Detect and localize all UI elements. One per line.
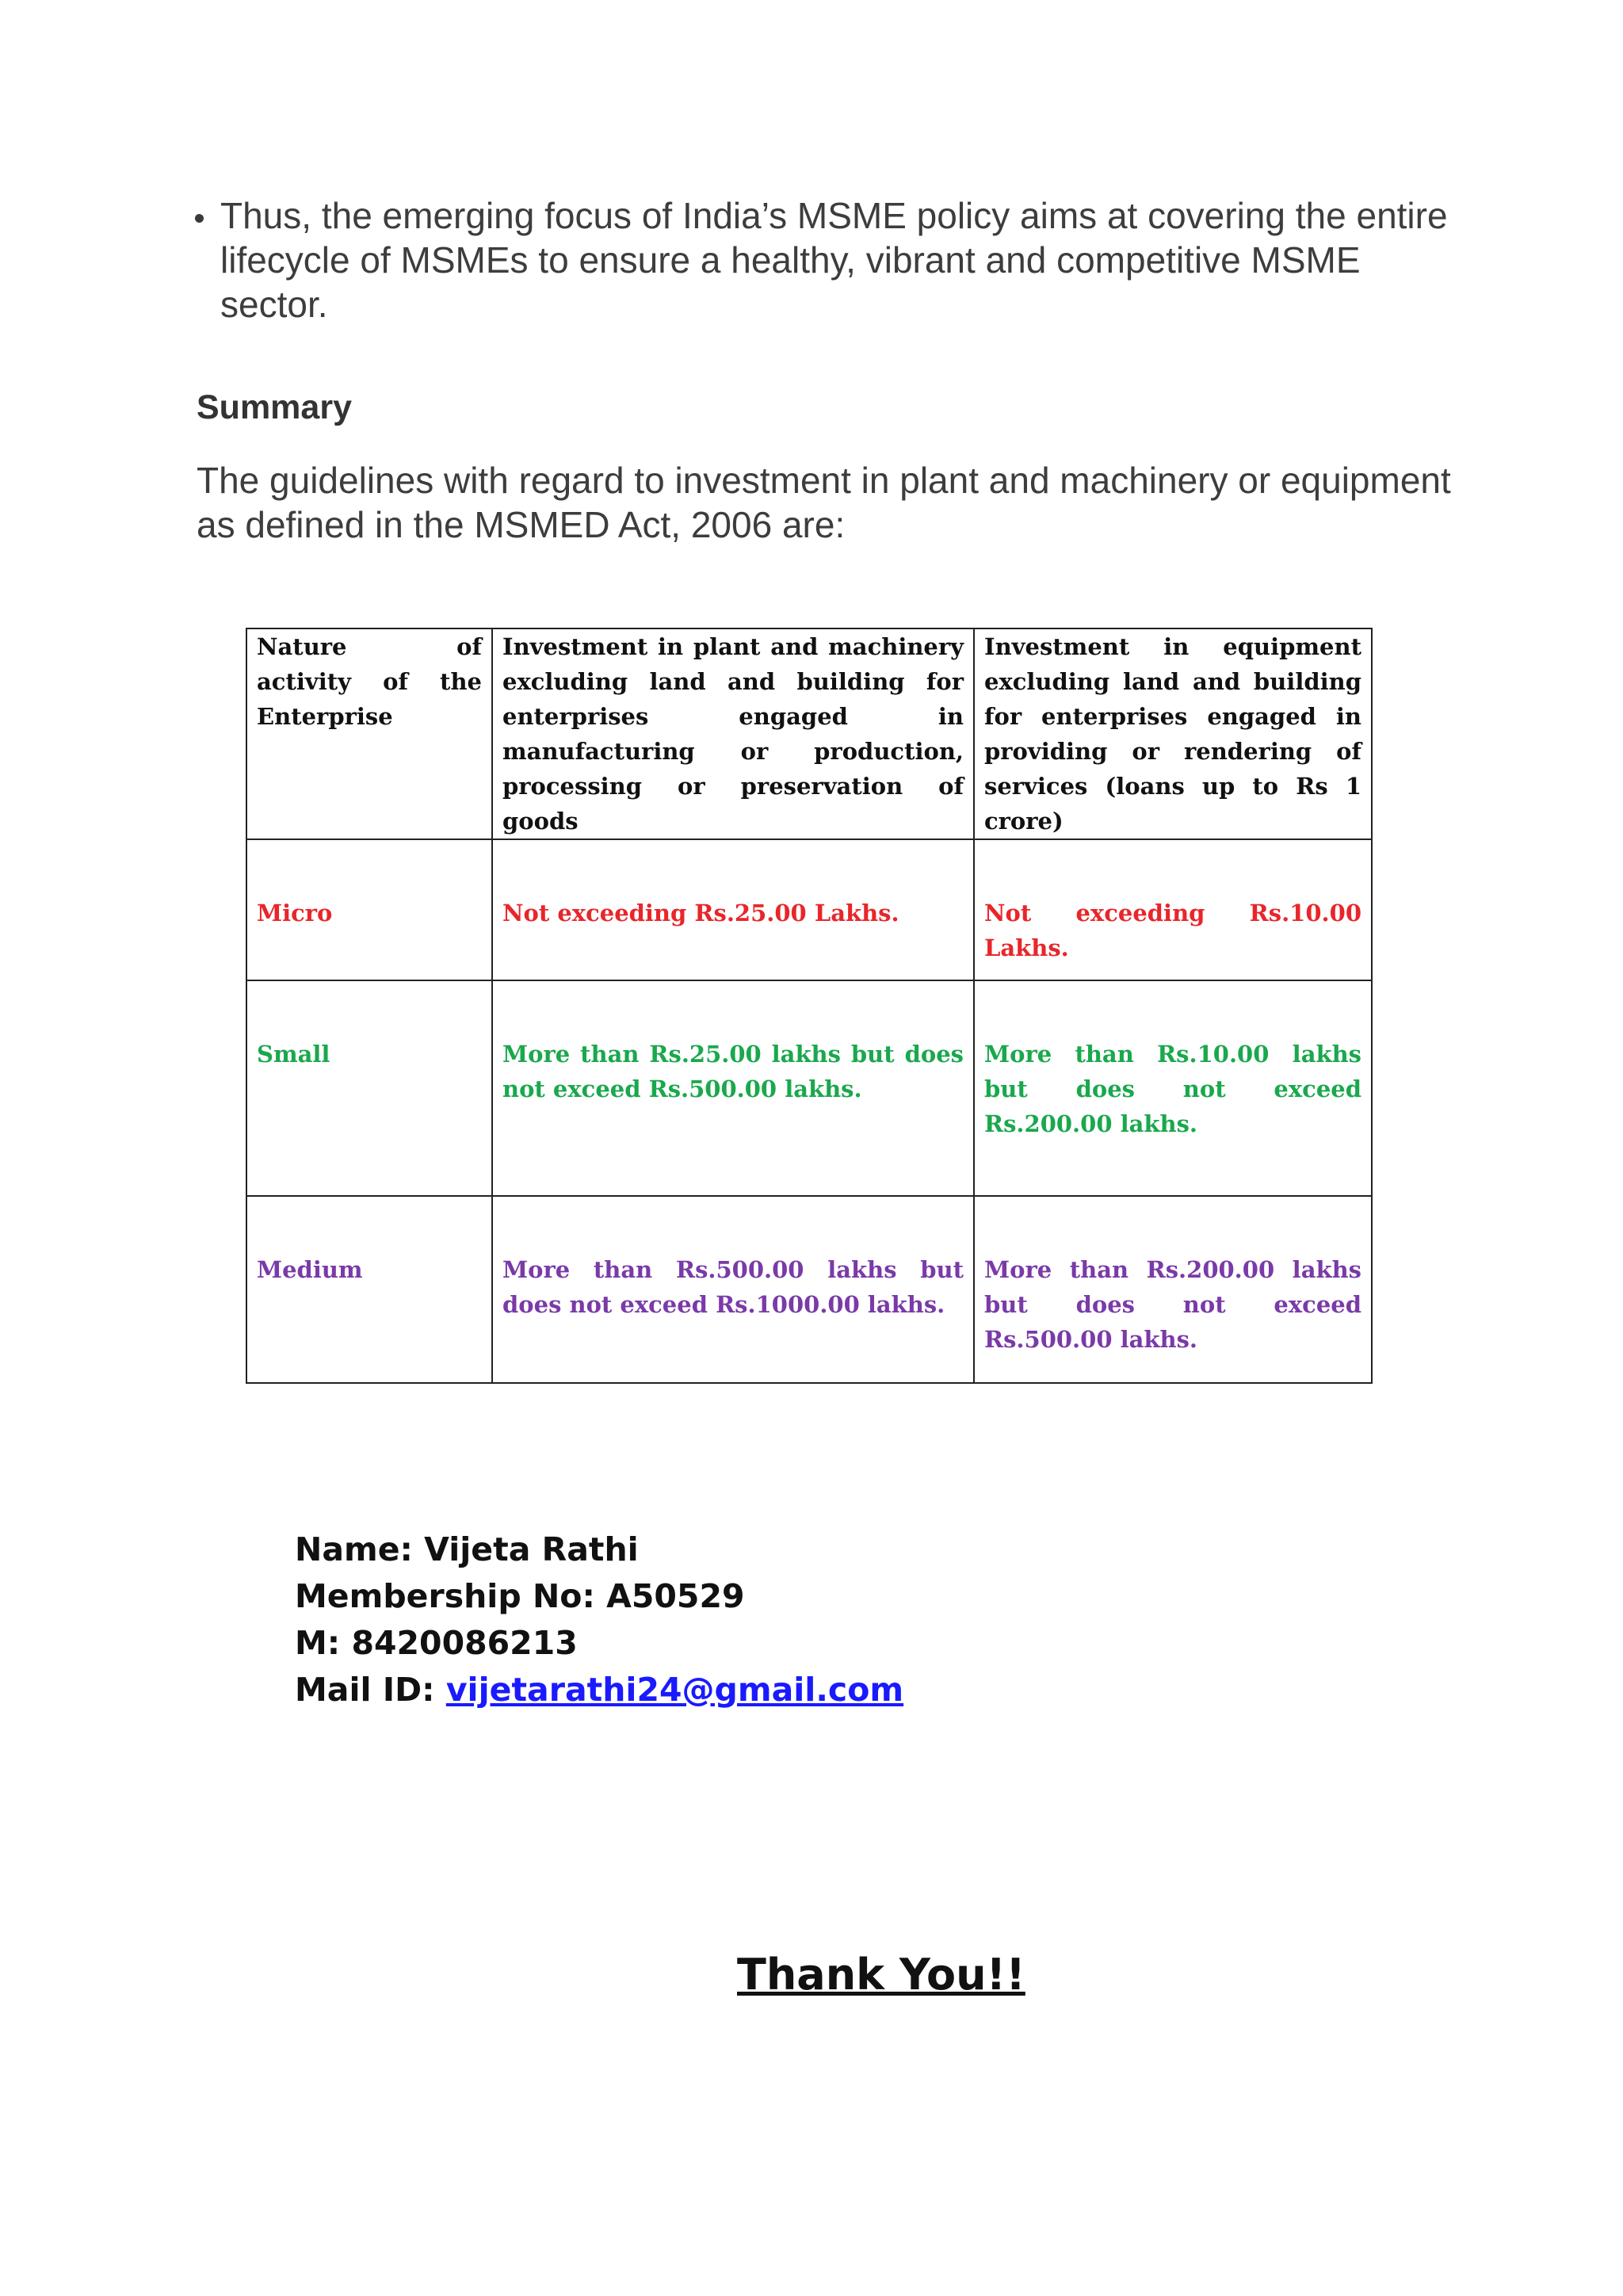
- services-cell: More than Rs.10.00 lakhs but does not exceed Rs.200.00 lakhs.: [974, 980, 1372, 1196]
- table-row: [246, 1196, 1372, 1383]
- category-cell: Micro: [246, 839, 492, 980]
- contact-block: [295, 1526, 903, 1713]
- services-cell: Not exceeding Rs.10.00 Lakhs.: [974, 839, 1372, 980]
- table-header-row: [246, 628, 1372, 839]
- contact-mail: [295, 1667, 903, 1713]
- category-cell: Small: [246, 980, 492, 1196]
- bullet-text: Thus, the emerging focus of India’s MSME policy aims at covering the entire lifecycle of MSMEs to ensure a healthy, vibrant and competitive MSME sector.: [220, 195, 1448, 325]
- table-row: [246, 839, 1372, 980]
- header-cell-activity: Nature of activity of the Enterprise: [246, 628, 492, 839]
- services-cell: More than Rs.200.00 lakhs but does not exceed Rs.500.00 lakhs.: [974, 1196, 1372, 1383]
- table-row: [246, 980, 1372, 1196]
- summary-heading: Summary: [197, 388, 352, 426]
- thank-you-heading: Thank You!!: [737, 1950, 1025, 2000]
- bullet-dot: [195, 214, 204, 223]
- contact-membership: Membership No: A50529: [295, 1577, 745, 1615]
- category-cell: Medium: [246, 1196, 492, 1383]
- summary-intro: The guidelines with regard to investment in plant and machinery or equipment as defined in the MSMED Act, 2006 are:: [197, 460, 1451, 545]
- mail-label: Mail ID:: [295, 1671, 446, 1709]
- bullet-item: [220, 193, 1457, 327]
- mail-link[interactable]: vijetarathi24@gmail.com: [445, 1671, 904, 1709]
- contact-mobile: M: 8420086213: [295, 1624, 578, 1662]
- header-cell-manufacturing: Investment in plant and machinery excluding land and building for enterprises engaged in manufacturing or production, processing or preservation of goods: [492, 628, 974, 839]
- manufacturing-cell: More than Rs.25.00 lakhs but does not exceed Rs.500.00 lakhs.: [492, 980, 974, 1196]
- header-cell-services: Investment in equipment excluding land and building for enterprises engaged in providing or rendering of services (loans up to Rs 1 crore): [974, 628, 1372, 839]
- msme-classification-table: [246, 628, 1373, 1384]
- manufacturing-cell: Not exceeding Rs.25.00 Lakhs.: [492, 839, 974, 980]
- contact-name: Name: Vijeta Rathi: [295, 1530, 639, 1568]
- manufacturing-cell: More than Rs.500.00 lakhs but does not exceed Rs.1000.00 lakhs.: [492, 1196, 974, 1383]
